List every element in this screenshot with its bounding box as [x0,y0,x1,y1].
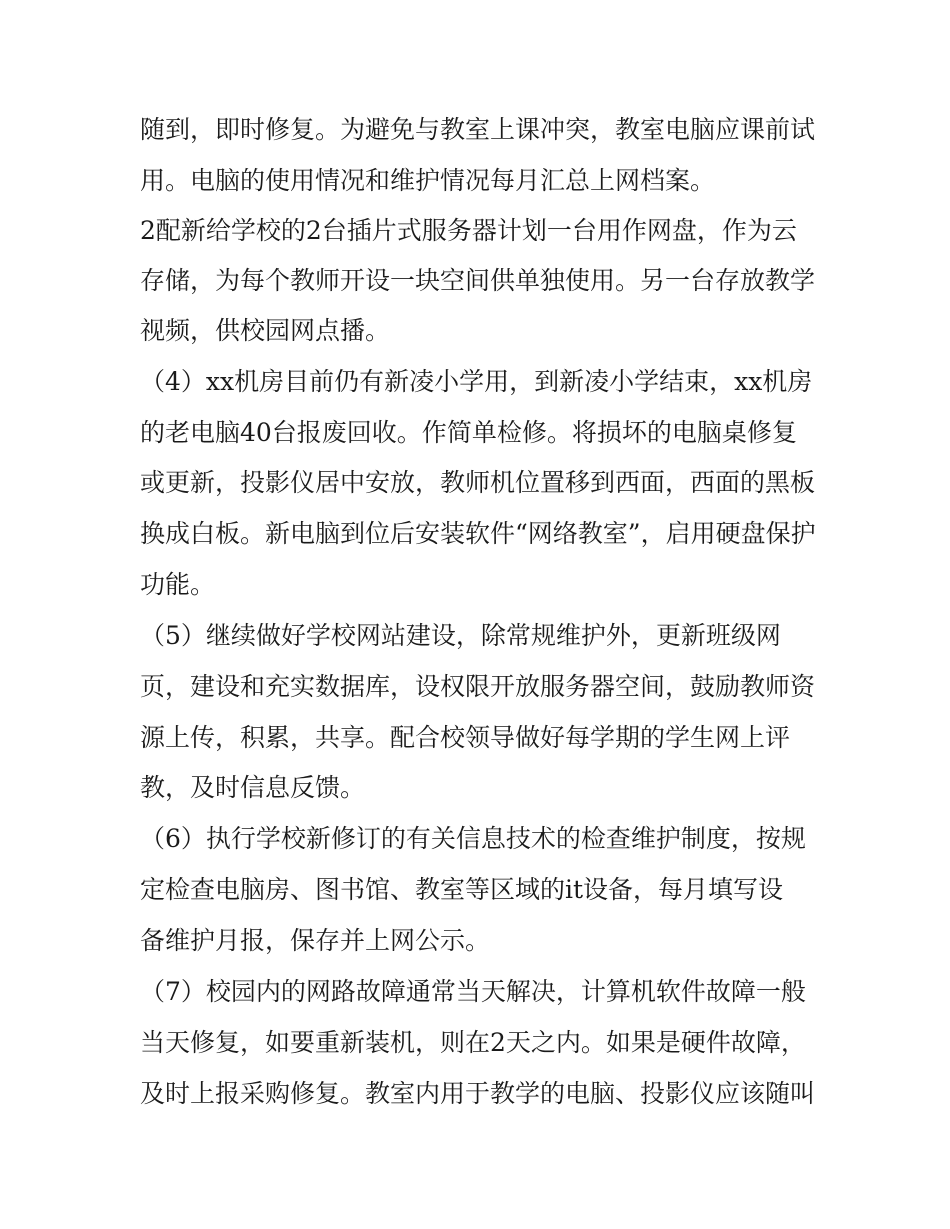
text-line: （5）继续做好学校网站建设，除常规维护外，更新班级网 [140,621,781,650]
text-line: 存储，为每个教师开设一块空间供单独使用。另一台存放教学 [140,266,816,295]
text-line: 视频，供校园网点播。 [140,316,391,345]
text-line: 备维护月报，保存并上网公示。 [140,926,491,955]
text-line: 2配新给学校的2台插片式服务器计划一台用作网盘，作为云 [140,216,797,245]
text-line: 或更新，投影仪居中安放，教师机位置移到西面，西面的黑板 [140,468,816,497]
text-line: 教，及时信息反馈。 [140,773,366,802]
text-line: （4）xx机房目前仍有新凌小学用，到新凌小学结束，xx机房 [140,367,813,396]
text-line: 当天修复，如要重新装机，则在2天之内。如果是硬件故障， [140,1028,806,1057]
text-line: 源上传，积累，共享。配合校领导做好每学期的学生网上评 [140,723,791,752]
text-line: 的老电脑40台报废回收。作简单检修。将损坏的电脑桌修复 [140,418,797,447]
text-line: 定检查电脑房、图书馆、教室等区域的it设备，每月填写设 [140,875,784,904]
text-line: 随到，即时修复。为避免与教室上课冲突，教室电脑应课前试 [140,115,816,144]
text-line: （6）执行学校新修订的有关信息技术的检查维护制度，按规 [140,824,806,853]
text-line: （7）校园内的网路故障通常当天解决，计算机软件故障一般 [140,977,806,1006]
text-line: 换成白板。新电脑到位后安装软件“网络教室”，启用硬盘保护 [140,519,816,548]
text-line: 页，建设和充实数据库，设权限开放服务器空间，鼓励教师资 [140,672,816,701]
text-line: 功能。 [140,570,216,599]
text-line: 及时上报采购修复。教室内用于教学的电脑、投影仪应该随叫 [140,1079,816,1108]
text-line: 用。电脑的使用情况和维护情况每月汇总上网档案。 [140,166,716,195]
